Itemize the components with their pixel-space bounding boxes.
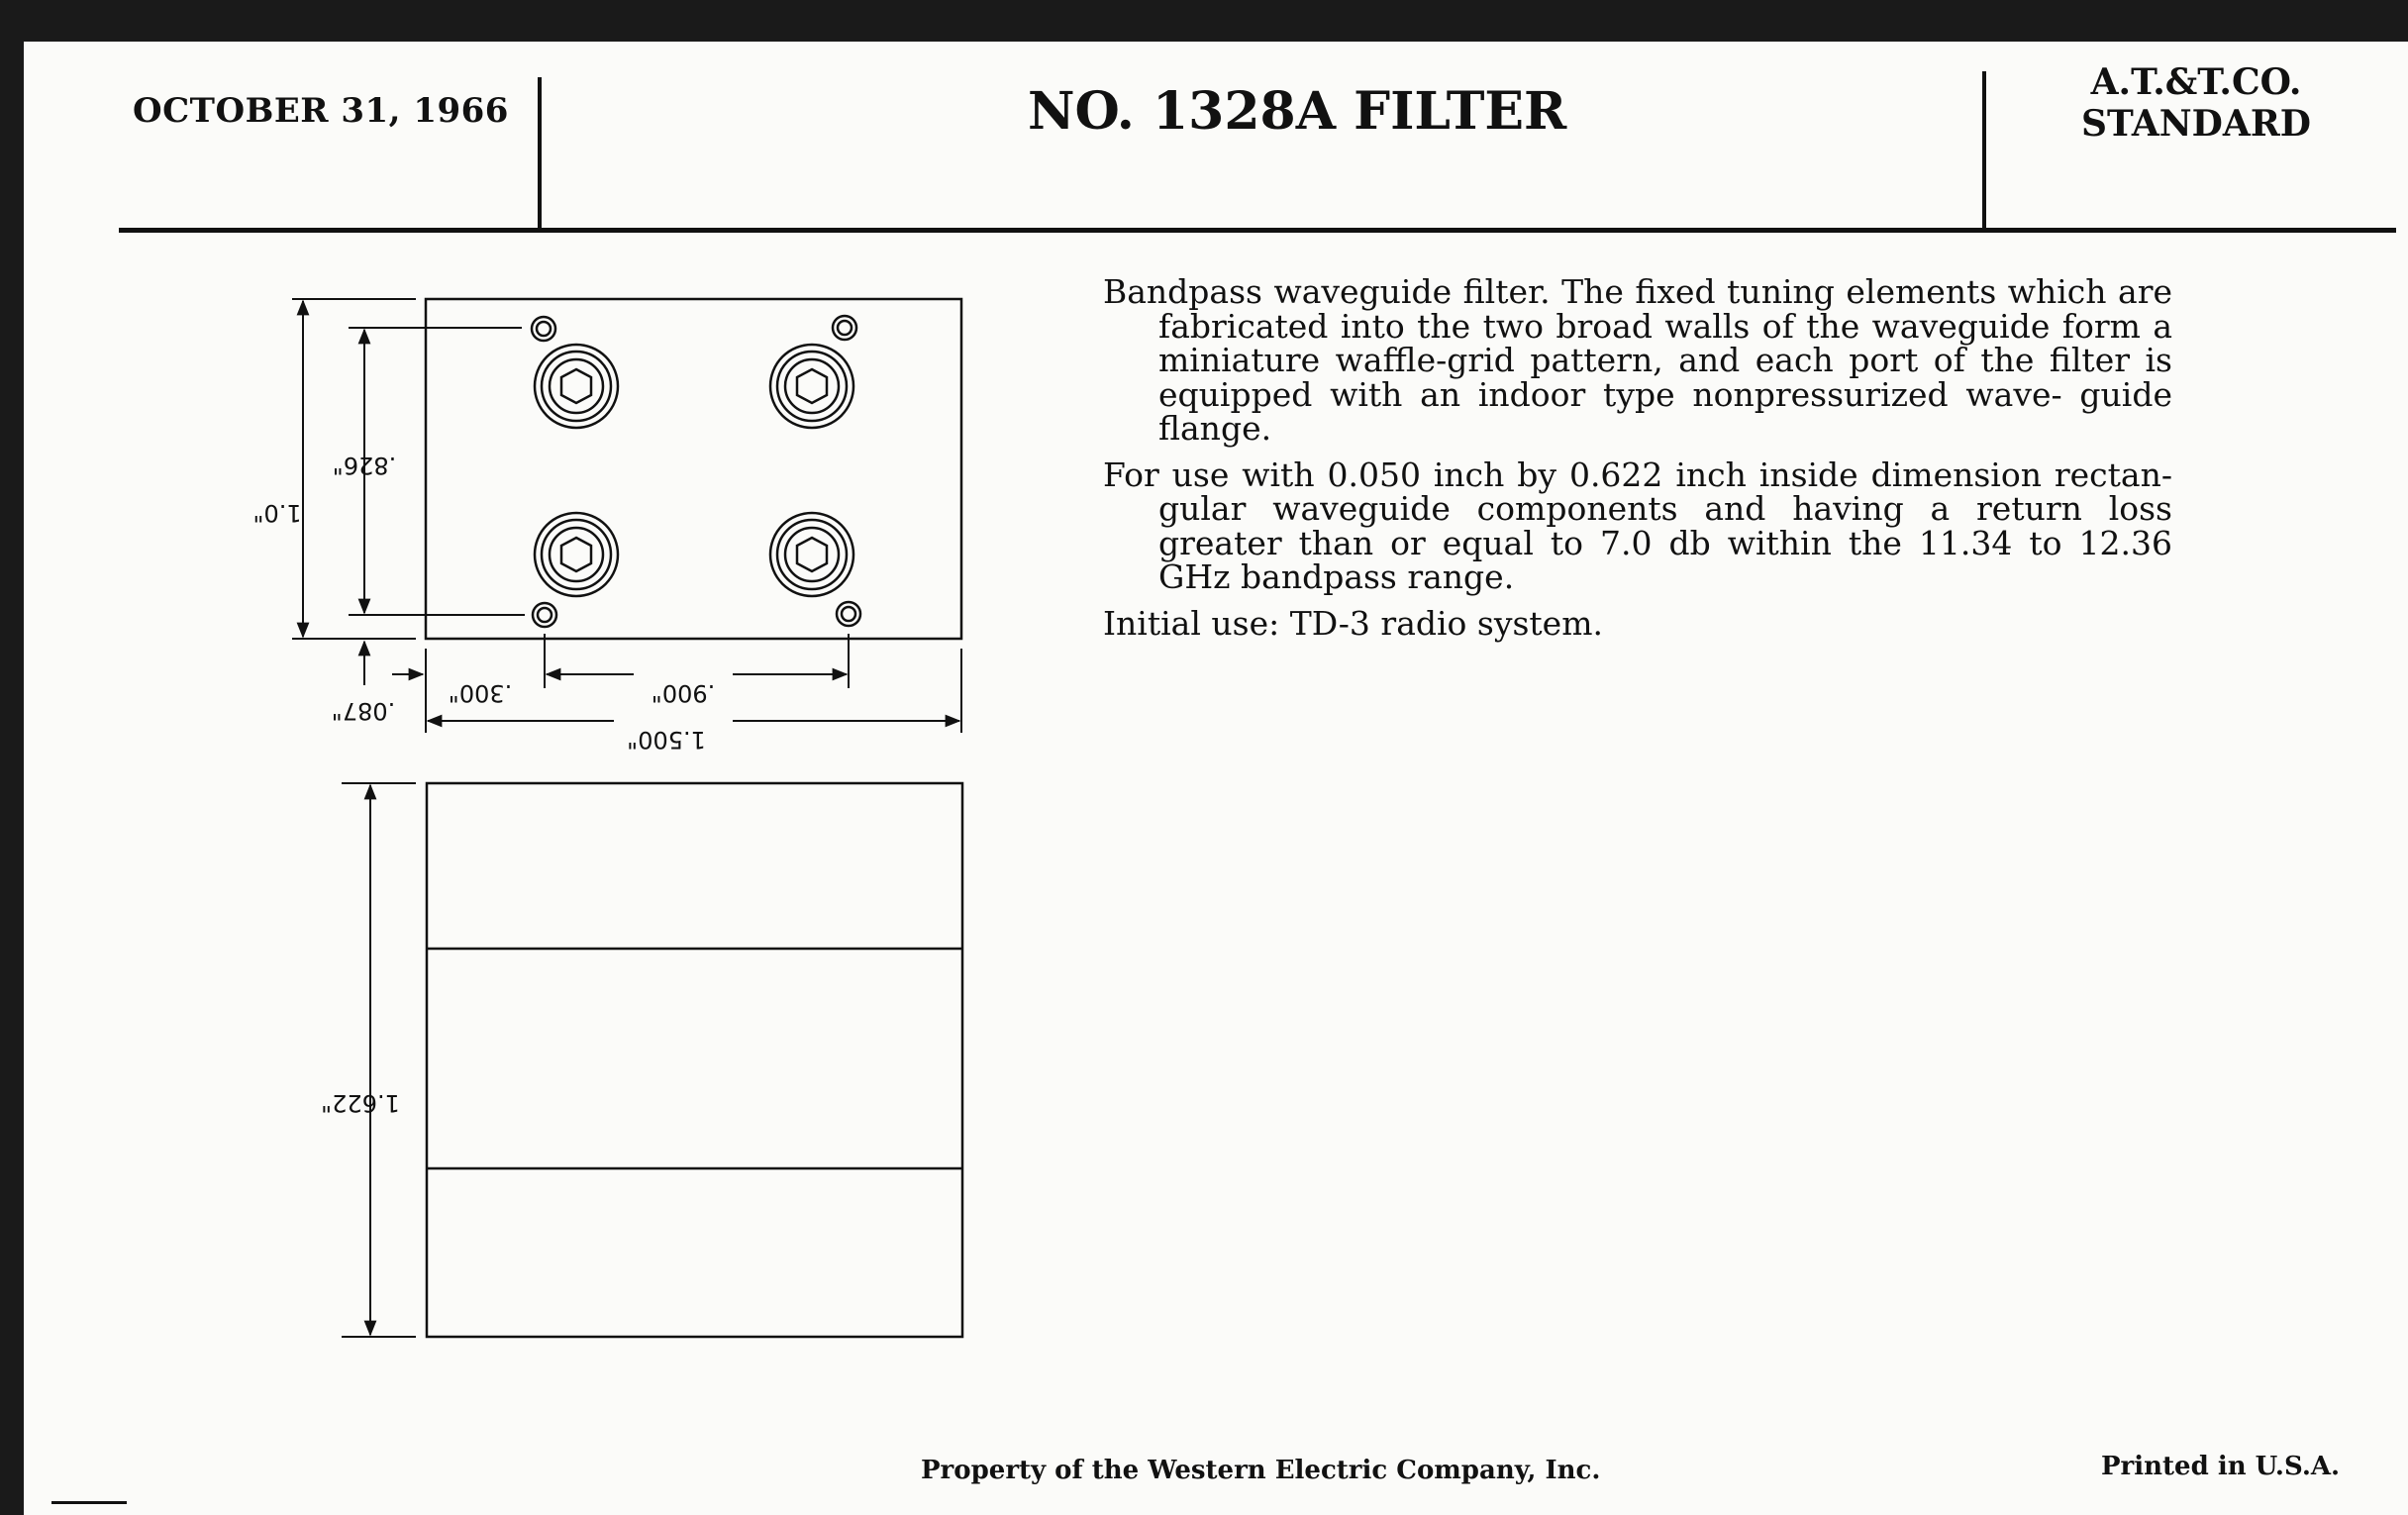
footer-printed: Printed in U.S.A. — [2101, 1452, 2341, 1481]
flange-bolt-bottom-right — [770, 513, 853, 596]
flange-bolt-top-left — [535, 345, 618, 428]
description-paragraph-1: Bandpass waveguide filter. The fixed tuning elements which are fabricated into the two broad walls of the waveguide form a miniature waffle-grid pattern, and each port of the filter is equipped with an indoor type nonpressurized wave- guide flange. — [1103, 272, 2172, 448]
flange-bolt-bottom-left — [535, 513, 618, 596]
dim-width-overall: 1.500" — [627, 726, 706, 754]
filter-top-view — [426, 299, 961, 639]
header-date: OCTOBER 31, 1966 — [133, 91, 509, 131]
filter-description — [1103, 272, 2172, 653]
flange-bolt-top-right — [770, 345, 853, 428]
dim-hole-spacing-vertical: .826" — [332, 452, 397, 479]
dim-left-offset: .300" — [448, 679, 513, 707]
footer-mark — [51, 1501, 127, 1504]
dim-body-length: 1.622" — [321, 1089, 400, 1117]
description-paragraph-2: For use with 0.050 inch by 0.622 inch inside dimension rectan- gular waveguide components and having a return loss greater than or equal to 7.0 db within the 11.34 to 12.36 GHz bandpass range. — [1103, 454, 2172, 596]
filter-side-view — [427, 783, 962, 1337]
dim-bottom-offset: .087" — [331, 697, 396, 725]
footer-property: Property of the Western Electric Company, Inc. — [921, 1456, 1601, 1485]
dim-hole-spacing-horizontal: .900" — [651, 679, 716, 707]
description-paragraph-3: Initial use: TD-3 radio system. — [1103, 603, 1603, 643]
dim-height-overall: 1.0" — [252, 499, 302, 527]
standard-label: A.T.&T.CO. STANDARD — [2081, 61, 2311, 145]
